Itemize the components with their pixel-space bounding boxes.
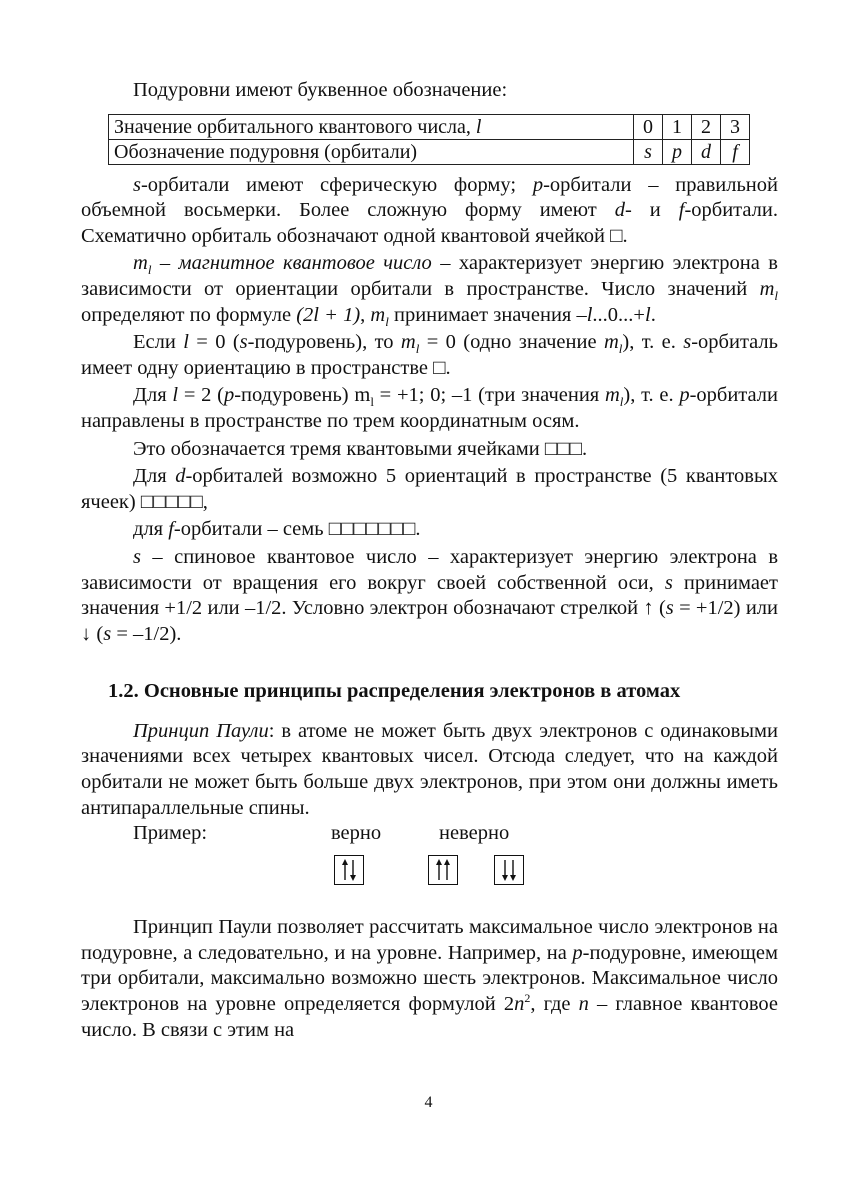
paragraph-p-orientation: Для l = 2 (p-подуровень) $m_l = +1$; 0; –1 (три значения $m_l$), т. е. p-орбитали направлены в пространстве по трем координатным осям.	[81, 384, 778, 432]
table-row	[109, 114, 750, 139]
sublevel-f: f	[732, 140, 738, 163]
paragraph-spin-number: s – спиновое квантовое число – характеризует энергию электрона в зависимости от вращения его вокруг своей собственной оси, s принимает значения +1/2 или –1/2. Условно электрон обозначают стрелкой ↑ (s = +1/2) или ↓ (s = –1/2).	[81, 545, 778, 645]
correct-label: верно	[331, 822, 382, 845]
paragraph-orbital-shapes: s-орбитали имеют сферическую форму; p-орбитали – правильной объемной восьмерки. Более сложную форму имеют d- и f-орбитали. Схематично орбиталь обозначают одной квантовой ячейкой □.	[81, 173, 778, 247]
orbital-cell-parallel-down-icon	[494, 855, 524, 885]
paragraph-pauli-principle: Принцип Паули: в атоме не может быть двух электронов с одинаковыми значениями всех четырех квантовых чисел. Отсюда следует, что на каждой орбитали не может быть больше двух электронов, при этом они должны иметь антипараллельные спины.	[81, 719, 778, 819]
table-cell	[692, 139, 721, 164]
page-number: 4	[424, 1094, 433, 1111]
orbital-cell-parallel-up-icon	[428, 855, 458, 885]
paragraph-s-orientation: Если l = 0 (s-подуровень), то $m_l = 0$ (одно значение $m_l$), т. е. s-орбиталь имеет одну ориентацию в пространстве □.	[81, 331, 779, 379]
row1-label: Значение орбитального квантового числа, l	[114, 115, 482, 138]
table-cell	[721, 139, 750, 164]
table-cell: 3	[721, 114, 750, 139]
table-cell: 0	[634, 114, 663, 139]
sublevel-s: s	[644, 140, 652, 163]
intro-text: Подуровни имеют буквенное обозначение:	[133, 79, 508, 101]
orbital-cell-correct-icon	[334, 855, 364, 885]
pauli-example-labels	[81, 821, 778, 847]
table-cell	[634, 139, 663, 164]
incorrect-label: неверно	[439, 822, 510, 845]
paragraph-three-cells: Это обозначается тремя квантовыми ячейками □□□.	[133, 437, 588, 460]
table-cell: 2	[692, 114, 721, 139]
paragraph-d-orbitals: Для d-орбиталей возможно 5 ориентаций в пространстве (5 квантовых ячеек) □□□□□,	[81, 465, 778, 513]
sublevel-d: d	[701, 140, 711, 163]
table-cell: 1	[663, 114, 692, 139]
paragraph-f-orbitals: для f-орбитали – семь □□□□□□□.	[133, 518, 421, 541]
table-cell	[663, 139, 692, 164]
paragraph-pauli-capacity: Принцип Паули позволяет рассчитать максимальное число электронов на подуровне, а следовательно, и на уровне. Например, на p-подуровне, имеющем три орбитали, максимально возможно шесть электронов. Максимальное число электронов на уровне определяется формулой $2n^2$, где n – главное квантовое число. В связи с этим на	[81, 916, 779, 1041]
section-heading: 1.2. Основные принципы распределения электронов в атомах	[108, 680, 681, 703]
paragraph-magnetic-number: $m_l$ – магнитное квантовое число – характеризует энергию электрона в зависимости от ориентации орбитали в пространстве. Число значений $m_l$ определяют по формуле (2l + 1), $m_l$ принимает значения –l...0...+l.	[81, 252, 778, 329]
example-label: Пример:	[133, 822, 208, 845]
pauli-example-cells	[81, 847, 778, 915]
table-label-orbital-number	[109, 114, 634, 139]
sublevel-table	[108, 114, 750, 165]
table-row	[109, 139, 750, 164]
table-label-sublevel: Обозначение подуровня (орбитали)	[109, 139, 634, 164]
document-page	[81, 78, 778, 1043]
sublevel-p: p	[672, 140, 682, 163]
